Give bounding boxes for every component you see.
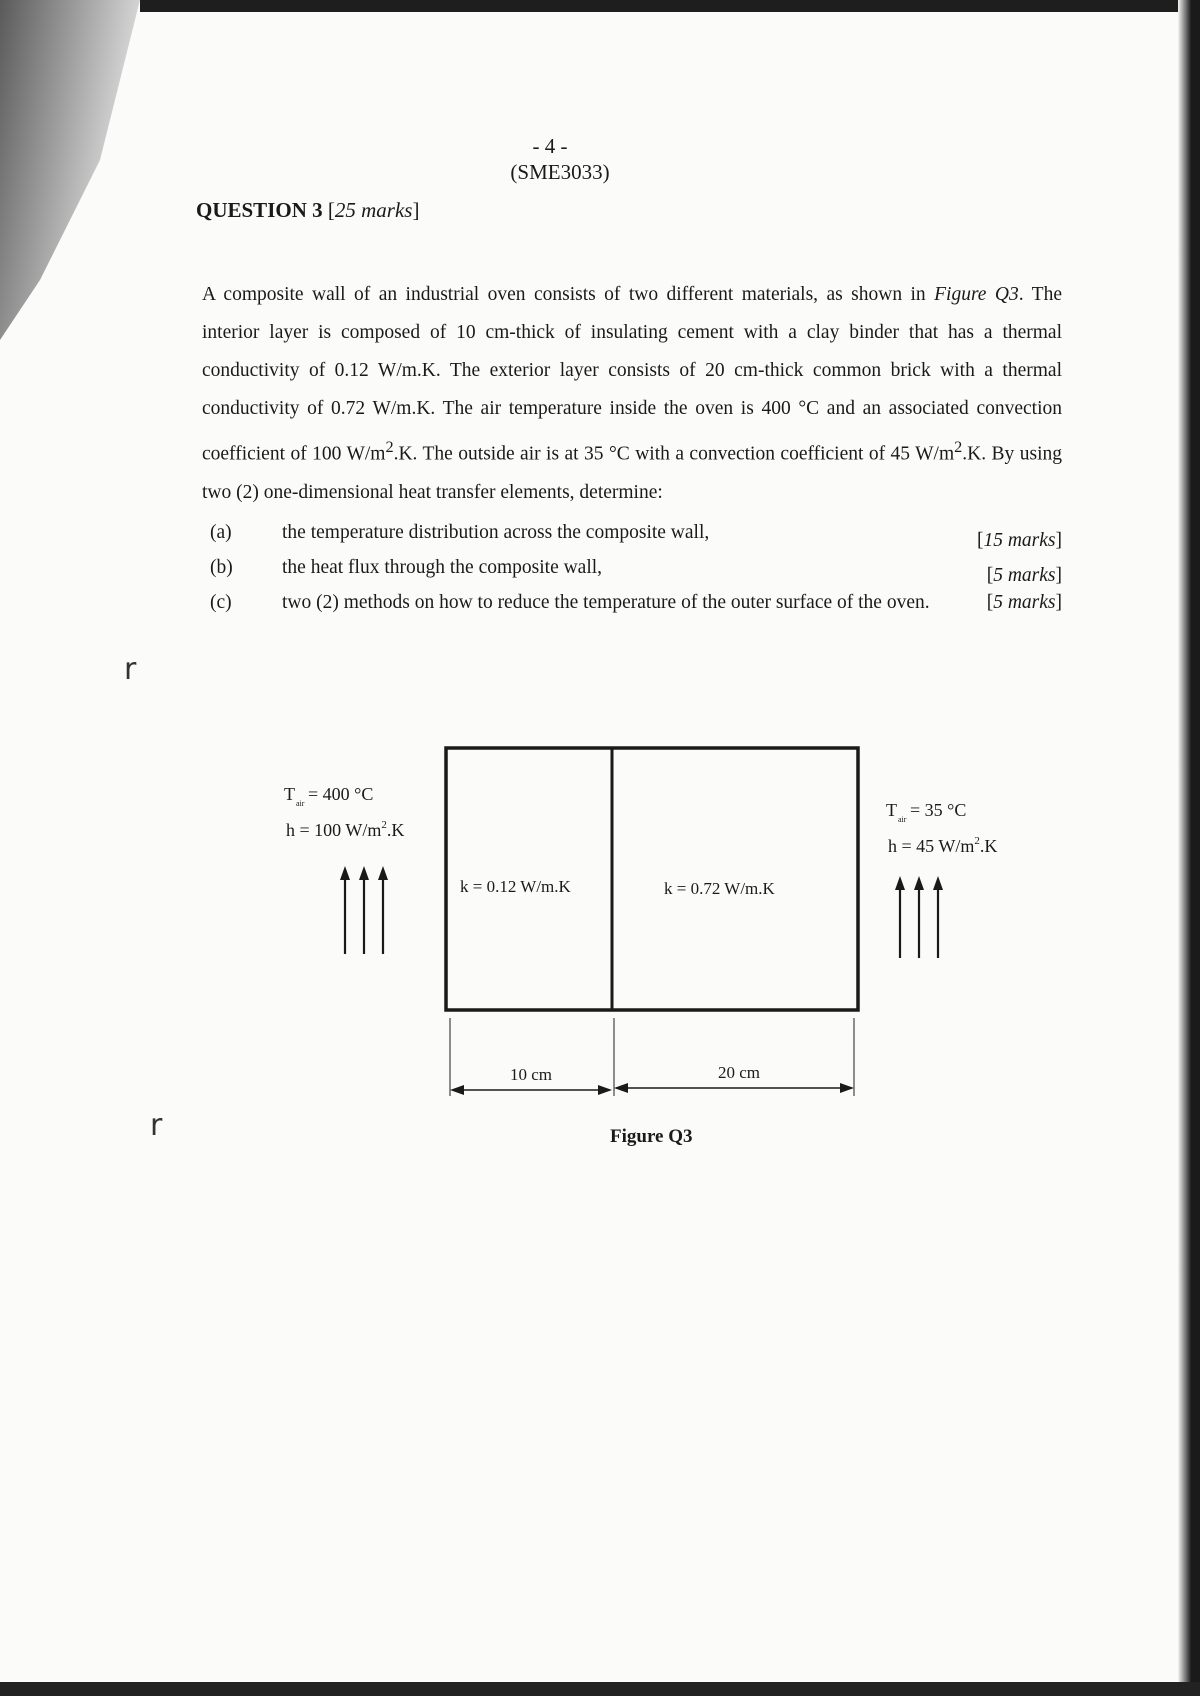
question-paragraph: A composite wall of an industrial oven consists of two different materials, as shown in Figure Q3. The interior layer is composed of 10 cm-thick of insulating cement with a clay binder that has a thermal conductivity of 0.12 W/m.K. The exterior layer consists of 20 cm-thick common brick with a thermal conductivity of 0.72 W/m.K. The air temperature inside the oven is 400 °C and an associated convection coefficient of 100 $W/m^2.K$. The outside air is at 35 °C with a convection coefficient of 45 $W/m^2.K$. By using two (2) one-dimensional heat transfer elements, determine: xyxy=(202,284,1063,503)
svg-text:T: T xyxy=(886,800,897,820)
svg-text:T: T xyxy=(284,784,295,804)
dimension-arrowhead xyxy=(598,1085,612,1095)
figure-caption: Figure Q3 xyxy=(610,1126,693,1147)
svg-text:h = 45 W/m2.K: h = 45 $W/m^2.K$ xyxy=(888,835,998,856)
layer-1-thickness: 10 cm xyxy=(510,1065,553,1084)
question-number: QUESTION 3 xyxy=(196,198,323,222)
course-code: (SME3033) xyxy=(510,160,610,184)
svg-text:h = 100 W/m2.K: h = 100 $W/m^2.K$ xyxy=(286,819,405,840)
outside-air-label xyxy=(886,800,997,856)
svg-text:= 35 °C: = 35 °C xyxy=(910,800,967,820)
svg-text:= 400 °C: = 400 °C xyxy=(308,784,374,804)
page-number: - 4 - xyxy=(532,134,568,158)
inside-airflow-arrows xyxy=(340,866,388,954)
question-part-c: (c) two (2) methods on how to reduce the temperature of the outer surface of the oven. [5 marks] xyxy=(210,592,1062,613)
layer-2-conductivity: k = 0.72 W/m.K xyxy=(664,879,775,898)
dimension-arrowhead xyxy=(840,1083,854,1093)
question-part-b: (b) the heat flux through the composite wall, [5 marks] xyxy=(210,557,1062,586)
question-marks: [25 marks] xyxy=(327,198,420,222)
inside-air-label xyxy=(284,784,404,840)
layer-2-thickness: 20 cm xyxy=(718,1063,761,1082)
svg-text:air: air xyxy=(898,815,907,824)
dimension-arrowhead xyxy=(450,1085,464,1095)
outside-airflow-arrows xyxy=(895,876,943,958)
svg-text:air: air xyxy=(296,799,305,808)
figure-reference: Figure Q3 xyxy=(934,284,1019,305)
dimension-arrowhead xyxy=(614,1083,628,1093)
layer-1-conductivity: k = 0.12 W/m.K xyxy=(460,877,571,896)
margin-mark: r xyxy=(124,652,137,687)
margin-mark: r xyxy=(150,1108,163,1143)
question-part-a: (a) the temperature distribution across the composite wall, [15 marks] xyxy=(210,522,1062,551)
